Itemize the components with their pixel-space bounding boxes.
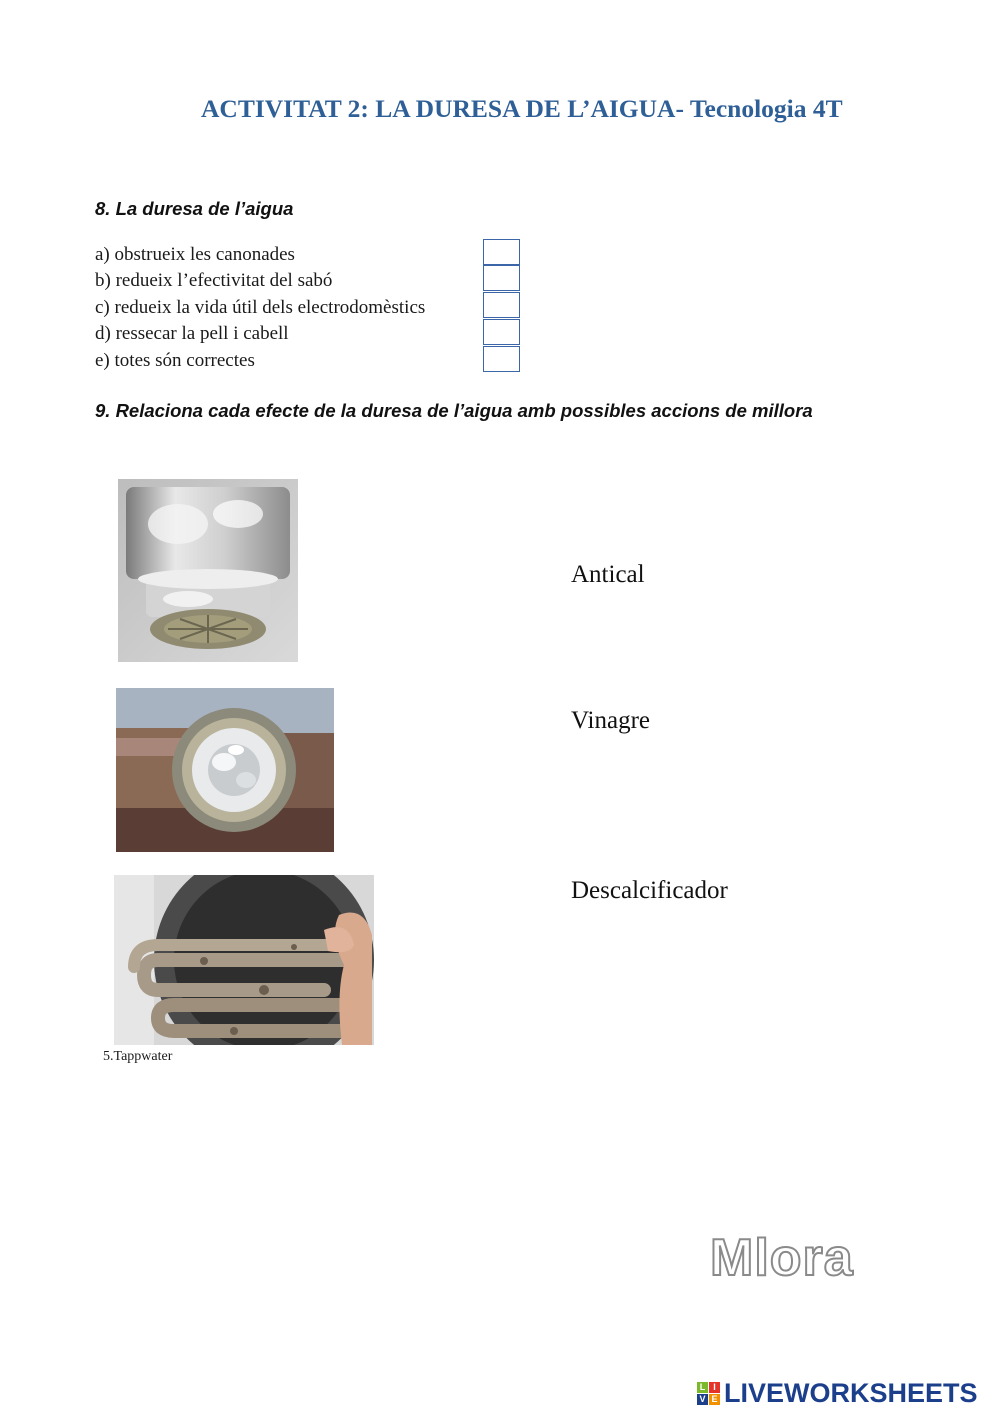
logo-letter-e: E xyxy=(709,1394,720,1405)
liveworksheets-wordmark: LIVEWORKSHEETS xyxy=(724,1378,978,1408)
option-d: d) ressecar la pell i cabell xyxy=(95,323,289,344)
option-e: e) totes són correctes xyxy=(95,350,255,371)
liveworksheets-logo[interactable] xyxy=(697,1378,978,1409)
answer-box-a[interactable] xyxy=(483,239,520,265)
answer-word[interactable]: Mlora xyxy=(710,1229,854,1287)
logo-letter-l: L xyxy=(697,1382,708,1393)
answer-box-e[interactable] xyxy=(483,346,520,372)
match-word-vinagre[interactable]: Vinagre xyxy=(571,707,651,734)
photo-clogged-pipe[interactable] xyxy=(116,688,334,852)
option-c: c) redueix la vida útil dels electrodomèstics xyxy=(95,297,426,318)
question-8-heading: 8. La duresa de l’aigua xyxy=(95,198,294,219)
match-word-antical[interactable]: Antical xyxy=(571,561,645,588)
answer-box-d[interactable] xyxy=(483,319,520,345)
question-9-heading: 9. Relaciona cada efecte de la duresa de l’aigua amb possibles accions de millora xyxy=(95,400,813,421)
page-title: ACTIVITAT 2: LA DURESA DE L’AIGUA- Tecnologia 4T xyxy=(201,94,843,123)
answer-box-c[interactable] xyxy=(483,292,520,318)
photo-heating-element[interactable] xyxy=(114,875,374,1045)
option-b: b) redueix l’efectivitat del sabó xyxy=(95,270,333,291)
answer-box-b[interactable] xyxy=(483,265,520,291)
photo-limescale-tap[interactable] xyxy=(118,479,298,662)
logo-letter-i: I xyxy=(709,1382,720,1393)
match-word-descalcificador[interactable]: Descalcificador xyxy=(571,877,728,904)
photo-caption: 5.Tappwater xyxy=(103,1049,173,1064)
logo-letter-v: V xyxy=(697,1394,708,1405)
liveworksheets-icon xyxy=(697,1382,720,1405)
option-a: a) obstrueix les canonades xyxy=(95,244,295,265)
